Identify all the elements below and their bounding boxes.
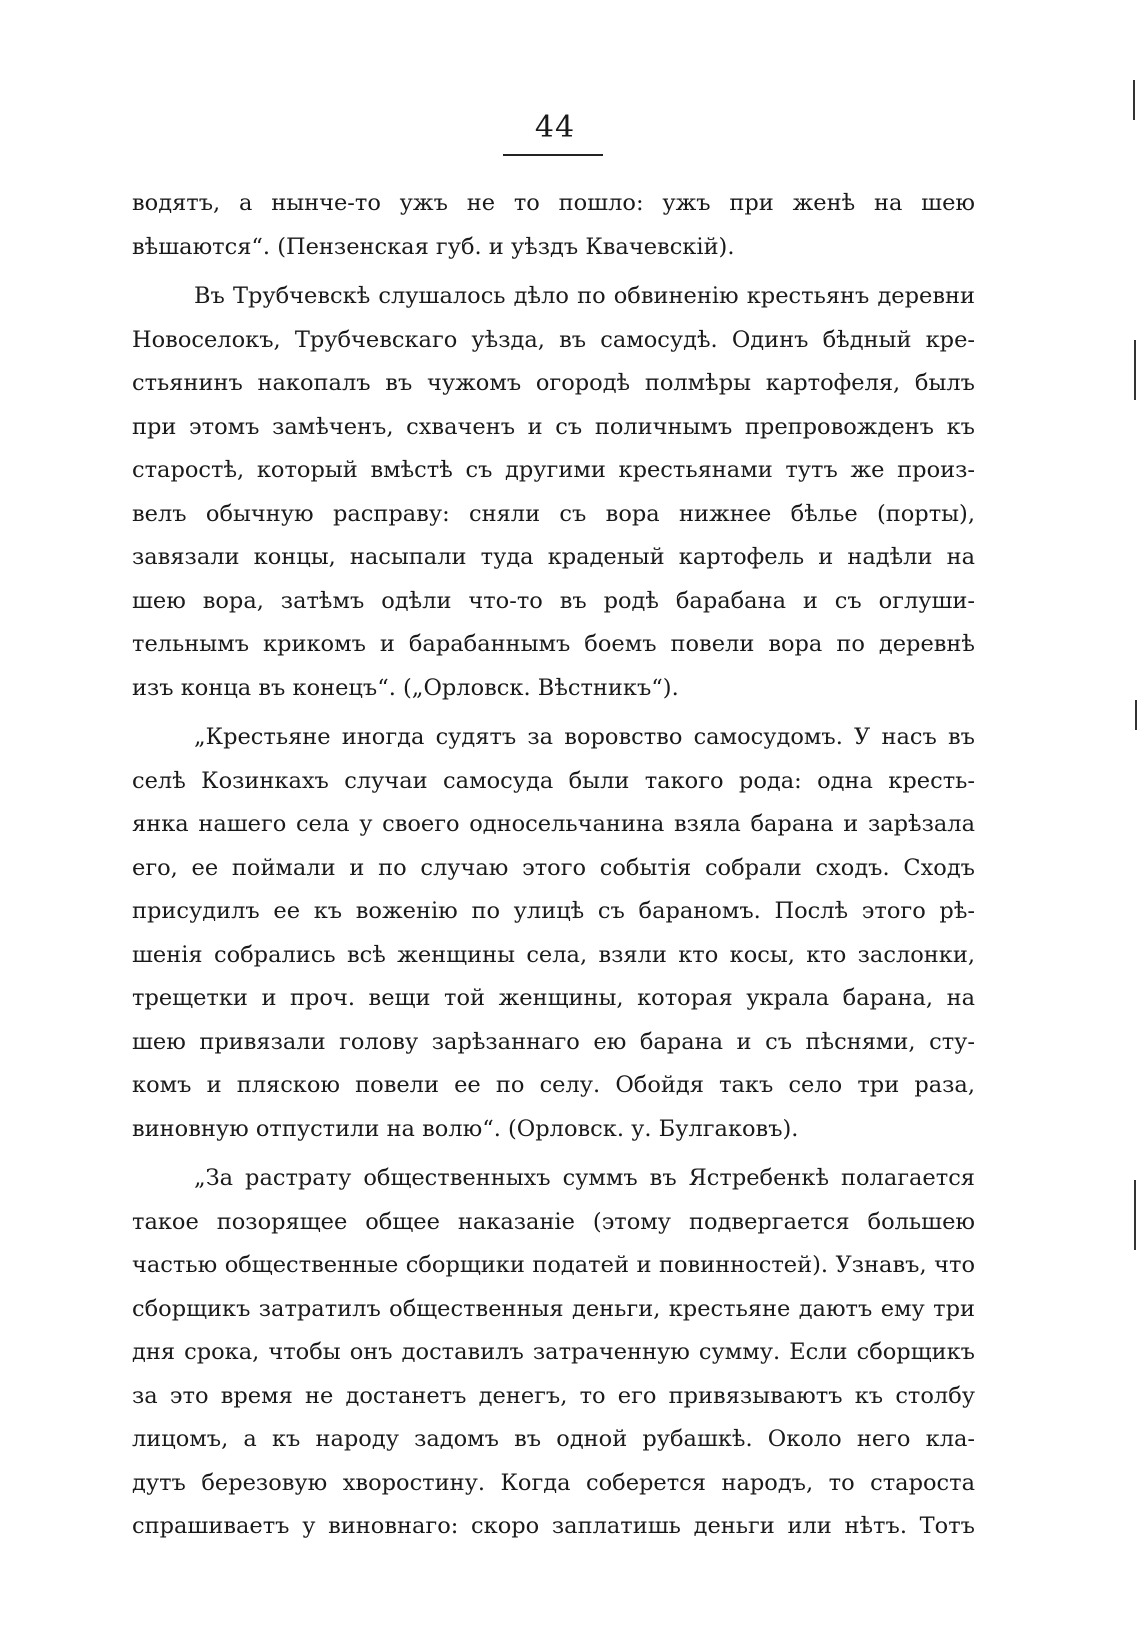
text-line: шею привязали голову зарѣзаннаго ею барана и съ пѣснями, сту- xyxy=(132,1028,975,1055)
text-line: дутъ березовую хворостину. Когда соберется народъ, то староста xyxy=(132,1469,975,1496)
body-text xyxy=(132,182,975,1549)
text-line: частью общественные сборщики податей и повинностей). Узнавъ, что xyxy=(132,1252,975,1278)
page-number: 44 xyxy=(534,110,576,145)
text-line: присудилъ ее къ воженію по улицѣ съ бараномъ. Послѣ этого рѣ- xyxy=(132,898,975,924)
text-line: за это время не достанетъ денегъ, то его привязываютъ къ столбу xyxy=(132,1382,975,1409)
text-line: дня срока, чтобы онъ доставилъ затраченную сумму. Если сборщикъ xyxy=(132,1339,975,1365)
page-number-rule xyxy=(503,154,603,156)
text-line: велъ обычную расправу: сняли съ вора нижнее бѣлье (порты), xyxy=(132,500,975,527)
text-line: при этомъ замѣченъ, схваченъ и съ поличнымъ препровожденъ къ xyxy=(132,413,975,440)
text-line: старостѣ, который вмѣстѣ съ другими крестьянами тутъ же произ- xyxy=(132,457,975,483)
scan-edge-mark xyxy=(1134,340,1136,400)
text-line: сборщикъ затратилъ общественныя деньги, крестьяне даютъ ему три xyxy=(132,1295,975,1322)
text-line: шенія собрались всѣ женщины села, взяли кто косы, кто заслонки, xyxy=(132,941,975,968)
paragraph xyxy=(132,275,975,710)
text-line: его, ее поймали и по случаю этого событія собрали сходъ. Сходъ xyxy=(132,854,975,881)
paragraph xyxy=(132,182,975,269)
scan-edge-mark xyxy=(1134,1180,1136,1250)
text-line: виновную отпустили на волю“. (Орловск. у. Булгаковъ). xyxy=(132,1115,799,1142)
text-line: шею вора, затѣмъ одѣли что-то въ родѣ барабана и съ оглуши- xyxy=(132,587,975,614)
paragraph xyxy=(132,1157,975,1549)
text-line: „Крестьяне иногда судятъ за воровство самосудомъ. У насъ въ xyxy=(194,724,975,750)
text-line: изъ конца въ конецъ“. („Орловск. Вѣстникъ“). xyxy=(132,674,679,701)
text-line: селѣ Козинкахъ случаи самосуда были такого рода: одна кресть- xyxy=(132,767,975,794)
text-line: тельнымъ крикомъ и барабаннымъ боемъ повели вора по деревнѣ xyxy=(132,631,975,657)
text-line: комъ и пляскою повели ее по селу. Обойдя такъ село три раза, xyxy=(132,1072,975,1098)
text-line: Въ Трубчевскѣ слушалось дѣло по обвиненію крестьянъ деревни xyxy=(194,283,975,309)
text-line: янка нашего села у своего односельчанина взяла барана и зарѣзала xyxy=(132,811,975,837)
text-line: „За растрату общественныхъ суммъ въ Ястребенкѣ полагается xyxy=(194,1165,975,1191)
text-line: такое позорящее общее наказаніе (этому подвергается большею xyxy=(132,1208,975,1235)
text-line: спрашиваетъ у виновнаго: скоро заплатишь деньги или нѣтъ. Тотъ xyxy=(132,1513,975,1539)
scan-edge-mark xyxy=(1133,80,1135,120)
text-line: завязали концы, насыпали туда краденый картофель и надѣли на xyxy=(132,544,975,570)
text-line: водятъ, а нынче-то ужъ не то пошло: ужъ при женѣ на шею xyxy=(132,190,975,216)
paragraph xyxy=(132,716,975,1151)
text-line: Новоселокъ, Трубчевскаго уѣзда, въ самосудѣ. Одинъ бѣдный кре- xyxy=(132,326,975,353)
text-line: стьянинъ накопалъ въ чужомъ огородѣ полмѣры картофеля, былъ xyxy=(132,370,975,396)
text-line: трещетки и проч. вещи той женщины, которая украла барана, на xyxy=(132,985,975,1011)
text-line: вѣшаются“. (Пензенская губ. и уѣздъ Квачевскій). xyxy=(132,233,735,260)
text-line: лицомъ, а къ народу задомъ въ одной рубашкѣ. Около него кла- xyxy=(132,1426,975,1452)
scan-edge-mark xyxy=(1135,700,1137,730)
